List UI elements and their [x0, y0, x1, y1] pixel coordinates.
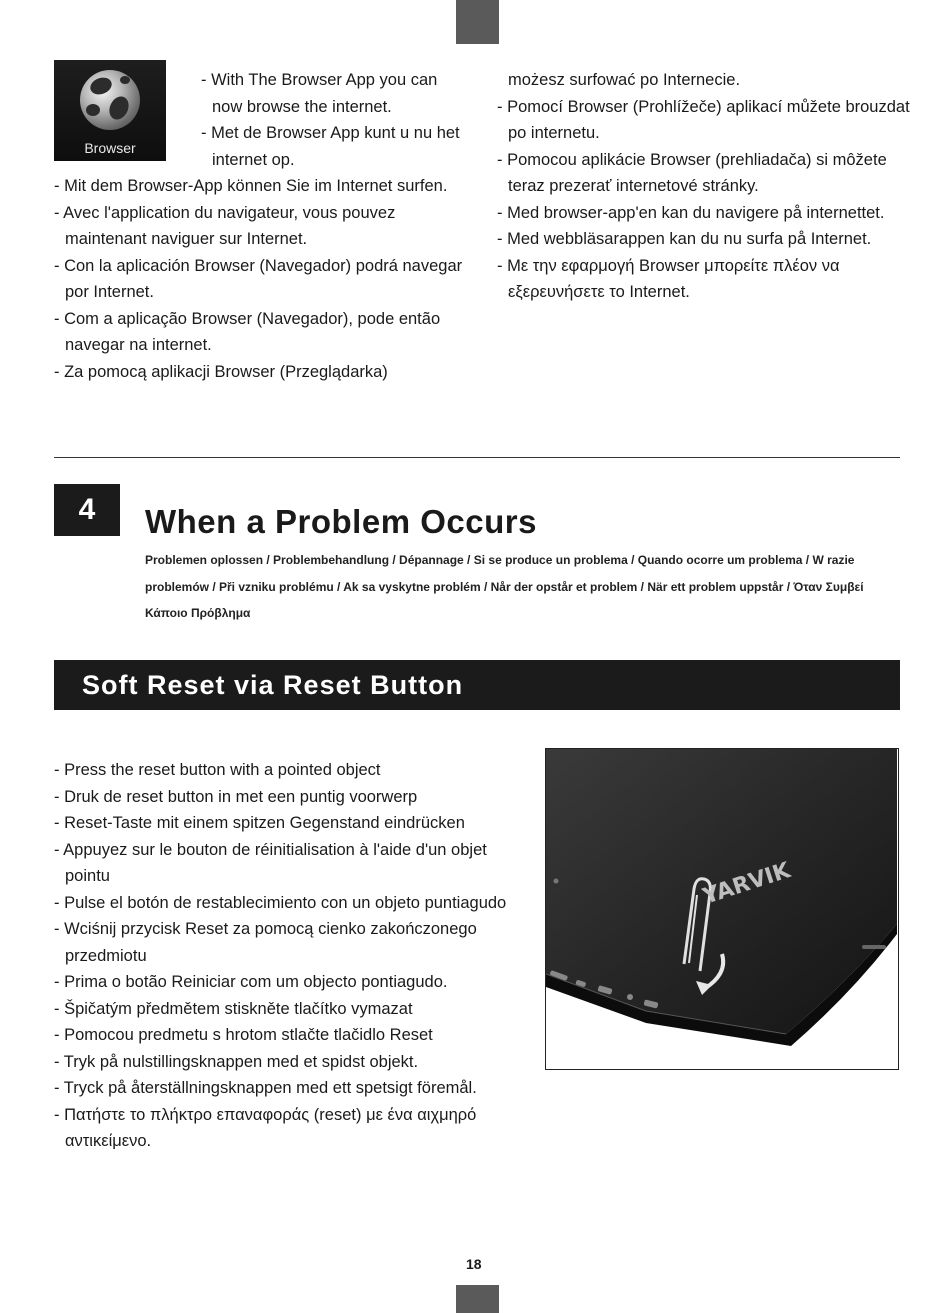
browser-text-left-column	[54, 173, 474, 385]
text-line: - Tryk på nulstillingsknappen med et spidst objekt.	[54, 1052, 419, 1071]
tablet-brand: YARVIK	[700, 858, 794, 910]
text-line: - Appuyez sur le bouton de réinitialisation à l'aide d'un objet pointu	[54, 840, 487, 885]
page-tab-top	[456, 0, 499, 44]
text-line: - Pomocí Browser (Prohlížeče) aplikací můžete brouzdat po internetu.	[497, 97, 910, 142]
text-line: - Med webbläsarappen kan du nu surfa på Internet.	[497, 230, 872, 248]
text-line: - Za pomocą aplikacji Browser (Przeglądarka)	[54, 362, 388, 381]
text-line: - Pomocou aplikácie Browser (prehliadača) si môžete teraz prezerať internetové stránky.	[497, 150, 887, 195]
text-line: - Špičatým předmětem stiskněte tlačítko vymazat	[54, 999, 413, 1018]
reset-instructions	[54, 757, 524, 1155]
text-line: - Wciśnij przycisk Reset za pomocą cienko zakończonego przedmiotu	[54, 920, 477, 965]
text-line: - Pomocou predmetu s hrotom stlačte tlačidlo Reset	[54, 1026, 433, 1044]
section-number: 4	[54, 484, 120, 536]
browser-text-beside-icon	[201, 67, 471, 173]
text-line: - Avec l'application du navigateur, vous pouvez maintenant naviguer sur Internet.	[54, 203, 396, 248]
text-line: możesz surfować po Internecie.	[508, 71, 741, 89]
text-line: - Mit dem Browser-App können Sie im Internet surfen.	[54, 177, 448, 195]
text-line: - Med browser-app'en kan du navigere på internettet.	[497, 203, 885, 222]
text-line: - Με την εφαρμογή Browser μπορείτε πλέον να εξερευνήσετε το Internet.	[497, 256, 840, 301]
subsection-banner: Soft Reset via Reset Button	[54, 660, 900, 710]
text-line: - Prima o botão Reiniciar com um objecto pontiagudo.	[54, 973, 448, 991]
text-line: - Com a aplicação Browser (Navegador), pode então navegar na internet.	[54, 309, 441, 354]
text-line: - Πατήστε το πλήκτρο επαναφοράς (reset) με ένα αιχμηρό αντικείμενο.	[54, 1105, 477, 1150]
reset-illustration	[545, 748, 899, 1070]
browser-app-icon	[54, 60, 166, 161]
section-subtitle: Problemen oplossen / Problembehandlung / Dépannage / Si se produce un problema / Quando ocorre um problema / W razie problemów / Při vzniku problému / Ak sa vyskytne problém / Når der opstår et problem / När ett problem uppstår / Όταν Συμβεί Κάποιο Πρόβλημα	[145, 553, 864, 620]
text-line: - Met de Browser App kunt u nu het internet op.	[201, 124, 460, 169]
tablet-illustration	[546, 749, 897, 1068]
section-title: When a Problem Occurs	[145, 503, 537, 540]
globe-icon	[80, 70, 140, 130]
page-tab-bottom	[456, 1285, 499, 1313]
app-icon-label: Browser	[84, 140, 136, 156]
browser-text-right-column	[497, 67, 917, 306]
text-line: - Con la aplicación Browser (Navegador) podrá navegar por Internet.	[54, 256, 463, 301]
text-line: - Druk de reset button in met een puntig voorwerp	[54, 787, 418, 806]
text-line: - Press the reset button with a pointed object	[54, 761, 381, 779]
text-line: - Pulse el botón de restablecimiento con un objeto puntiagudo	[54, 893, 507, 912]
text-line: - Tryck på återställningsknappen med ett spetsigt föremål.	[54, 1079, 477, 1097]
section-divider	[54, 457, 900, 458]
page-number: 18	[466, 1256, 482, 1272]
text-line: - With The Browser App you can now browse the internet.	[201, 71, 438, 116]
text-line: - Reset-Taste mit einem spitzen Gegenstand eindrücken	[54, 814, 465, 832]
